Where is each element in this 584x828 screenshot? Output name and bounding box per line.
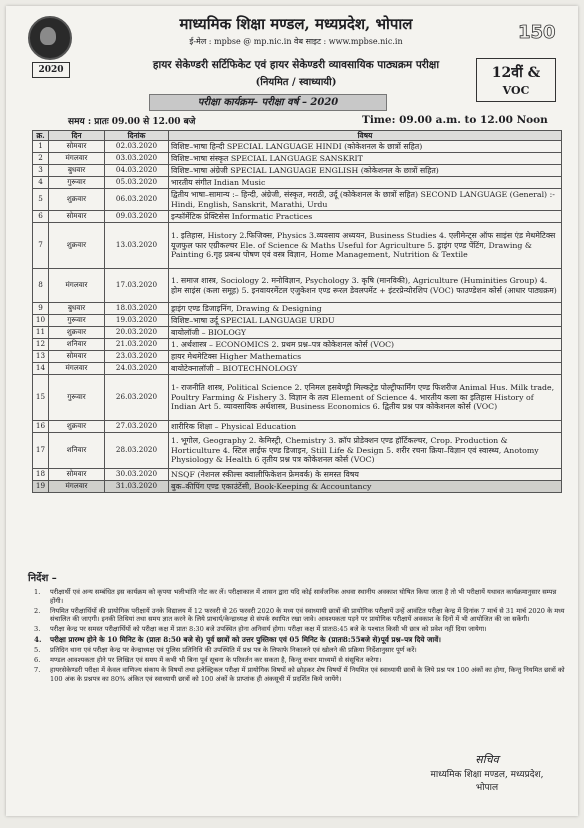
instructions-list (28, 588, 568, 684)
exam-subtitle: हायर सेकेण्डरी सर्टिफिकेट एवं हायर सेकेण्डरी व्यावसायिक पाठ्यक्रम परीक्षा (152, 59, 440, 71)
row-subject: 1. इतिहास, History 2.फिजिक्स, Physics 3.व्यवसाय अध्ययन, Business Studies 4. एलीमेन्ट्स ऑफ साइंस एंड मेथमेटिक्स यूजफुल फार एग्रीकल्चर Ele. of Science & Maths Useful for Agriculture 5. ड्राइंग एण्ड पेंटिंग, Drawing & Painting 6.गृह प्रबन्ध पोषण एवं वस्त्र विज्ञान, Home Management, Nutrition & Textile (169, 223, 562, 269)
table-row (33, 165, 562, 177)
row-date: 03.03.2020 (105, 153, 169, 165)
col-header-subject: विषय (169, 131, 562, 141)
row-date: 23.03.2020 (105, 351, 169, 363)
row-date: 19.03.2020 (105, 315, 169, 327)
row-subject: 1. अर्थशास्त्र – ECONOMICS 2. प्रथम प्रश्न–पत्र कोकेशनल कोर्स (VOC) (169, 339, 562, 351)
table-row (33, 177, 562, 189)
signatory-city: भोपाल (475, 783, 499, 793)
row-day: सोमवार (49, 141, 105, 153)
instruction-item (28, 588, 568, 606)
row-day: शनिवार (49, 339, 105, 351)
board-emblem-icon (28, 16, 72, 60)
row-serial: 16 (33, 421, 49, 433)
contact-line: ई-मेल : mpbse @ mp.nic.in वेब साइट : www.mpbse.nic.in (189, 37, 403, 46)
row-serial: 7 (33, 223, 49, 269)
programme-banner: परीक्षा कार्यक्रम– परीक्षा वर्ष – 2020 (149, 94, 387, 111)
instruction-text: मण्डल आवश्यकता होने पर लिखित एवं समय में कभी भी बिना पूर्व सूचना के परिवर्तन कर सकता है, किन्तु सचार माध्यमों से संसूचित करेगा। (50, 656, 382, 665)
row-date: 26.03.2020 (105, 375, 169, 421)
row-serial: 11 (33, 327, 49, 339)
time-english: Time: 09.00 a.m. to 12.00 Noon (362, 114, 548, 126)
col-header-serial: क्र. (33, 131, 49, 141)
row-date: 13.03.2020 (105, 223, 169, 269)
row-subject: शारीरिक शिक्षा – Physical Education (169, 421, 562, 433)
row-day: मंगलवार (49, 481, 105, 493)
table-row (33, 375, 562, 421)
row-subject: बायोटेक्नालॉजी – BIOTECHNOLOGY (169, 363, 562, 375)
table-row (33, 189, 562, 211)
row-subject: भारतीय संगीत Indian Music (169, 177, 562, 189)
row-day: मंगलवार (49, 153, 105, 165)
row-date: 18.03.2020 (105, 303, 169, 315)
row-subject: 1. समाज शास्त्र, Sociology 2. मनोविज्ञान, Psychology 3. कृषि (मानविकी), Agriculture (Huminities Group) 4. होम साइंस (कला समूह) 5. इनवायरमेंटल एजुकेशन एण्ड रूरल डेवलपमेंट + इंटरप्रेन्योरशिप (VOC) फाउण्डेशन कोर्स (आधार पाठ्यक्रम) (169, 269, 562, 303)
instruction-number: 1. (34, 587, 41, 596)
col-header-day: दिन (49, 131, 105, 141)
table-row (33, 303, 562, 315)
instruction-text: प्रतिदिन थाना एवं परीक्षा केन्द्र पर केन्द्राध्यक्ष एवं पुलिस प्रतिनिधि की उपस्थिति में प्रश्न पत्र के लिफाफे निकालने एवं खोलने की प्रक्रिया निर्देशानुसार पूर्ण करें। (50, 646, 417, 655)
instructions-heading: निर्देश – (28, 573, 57, 584)
row-subject: ड्राइंग एण्ड डिजाइनिंग, Drawing & Designing (169, 303, 562, 315)
instruction-item (28, 625, 568, 634)
row-subject: विशिष्ट–भाषा हिन्दी SPECIAL LANGUAGE HINDI (कोकेशनल के छात्रों सहित) (169, 141, 562, 153)
row-serial: 2 (33, 153, 49, 165)
row-date: 21.03.2020 (105, 339, 169, 351)
row-day: शुक्रवार (49, 189, 105, 211)
row-subject: विशिष्ट–भाषा उर्दू SPECIAL LANGUAGE URDU (169, 315, 562, 327)
row-date: 09.03.2020 (105, 211, 169, 223)
row-serial: 1 (33, 141, 49, 153)
instruction-item (28, 666, 568, 684)
instruction-text: हायरसेकेण्डरी परीक्षा में केवल वाणिज्य संकाय के विषयों तथा इलेक्ट्रिकल परीक्षा में प्रायोगिक विषयों को छोड़कर शेष विषयों में नियमित एवं स्वाध्यायी छात्रों के लिये प्रश्न पत्र 100 अंकों का होगा, किन्तु नियमित छात्रों को 100 अंक के प्रश्नपत्र का 80% अंकित एवं स्वाध्यायी छात्रों को 100 अंकों के प्राप्तांक ही अंकसूची में प्रदर्शित किये जायेंगे। (50, 666, 565, 683)
class-sublabel: VOC (502, 84, 530, 97)
anniversary-logo-text: 150 (518, 22, 556, 43)
table-header-row (33, 131, 562, 141)
instruction-text: परीक्षा प्रारम्भ होने के 10 मिनिट के (प्रातः 8:50 बजे से) पूर्व छात्रों को उत्तर पुस्तिका एवं 05 मिनिट के (प्रातः8:55बजे से)पूर्व प्रश्न–पत्र दिये जावें। (50, 635, 441, 645)
row-serial: 13 (33, 351, 49, 363)
row-date: 24.03.2020 (105, 363, 169, 375)
row-subject: NSQF (नेशनल स्कील्स क्वालीफिकेशन फ्रेमवर्क) के समस्त विषय (169, 469, 562, 481)
instruction-text: परीक्षा केन्द्र पर समस्त परीक्षार्थियों को परीक्षा कक्ष में प्रातः 8:30 बजे उपस्थित होना अनिवार्य होगा। परीक्षा कक्ष में प्रातः8:45 बजे के पश्चात किसी भी छात्र को प्रवेश नहीं दिया जायेगा। (50, 625, 487, 634)
row-date: 02.03.2020 (105, 141, 169, 153)
table-row (33, 223, 562, 269)
signature-block (402, 752, 572, 793)
signatory-office: माध्यमिक शिक्षा मण्डल, मध्यप्रदेश, (430, 770, 544, 780)
row-day: सोमवार (49, 211, 105, 223)
instruction-number: 7. (34, 666, 41, 675)
year-box: 2020 (32, 62, 70, 78)
row-date: 05.03.2020 (105, 177, 169, 189)
row-day: शनिवार (49, 433, 105, 469)
col-header-date: दिनांक (105, 131, 169, 141)
row-day: शुक्रवार (49, 223, 105, 269)
table-row (33, 481, 562, 493)
row-serial: 15 (33, 375, 49, 421)
instruction-number: 3. (34, 625, 41, 634)
row-subject: 1. भूगोल, Geography 2. केमिस्ट्री, Chemistry 3. क्रॉप प्रोडेक्शन एण्ड हॉर्टिकल्चर, Crop. Production & Horticulture 4. स्टिल लाईफ एण्ड डिजाइन, Still Life & Design 5. शरीर रचना क्रिया–विज्ञान एवं स्वास्थ्य, Anotomy Physiology & Health 6 तृतीय प्रश्न पत्र कोकेशनल कोर्स (VOC) (169, 433, 562, 469)
board-title: माध्यमिक शिक्षा मण्डल, मध्यप्रदेश, भोपाल (179, 15, 413, 33)
instruction-item (28, 646, 568, 655)
table-row (33, 211, 562, 223)
row-serial: 9 (33, 303, 49, 315)
row-day: मंगलवार (49, 363, 105, 375)
table-row (33, 141, 562, 153)
row-serial: 3 (33, 165, 49, 177)
table-row (33, 327, 562, 339)
row-serial: 8 (33, 269, 49, 303)
anniversary-logo-icon (516, 18, 564, 44)
instruction-number: 2. (34, 606, 41, 615)
row-subject: बायोलॉजी – BIOLOGY (169, 327, 562, 339)
row-date: 04.03.2020 (105, 165, 169, 177)
row-subject: 1- राजनीति शास्त्र, Political Science 2. एनिमल हसबेण्ड्री मिल्कट्रेड पोल्ट्रीफार्मिंग एण्ड फिशरीज Animal Hus. Milk trade, Poultry Farming & Fishery 3. विज्ञान के तत्व Element of Science 4. भारतीय कला का इतिहास History of Indian Art 5. व्यावसायिक अर्थशास्त्र, Business Economics 6. द्वितीय प्रश्न पत्र कोकेशनल कोर्स (VOC) (169, 375, 562, 421)
table-row (33, 433, 562, 469)
row-date: 06.03.2020 (105, 189, 169, 211)
row-day: बुधवार (49, 165, 105, 177)
row-day: गुरूवार (49, 177, 105, 189)
row-date: 20.03.2020 (105, 327, 169, 339)
row-day: गुरूवार (49, 315, 105, 327)
row-subject: विशिष्ट–भाषा संस्कृत SPECIAL LANGUAGE SANSKRIT (169, 153, 562, 165)
table-row (33, 469, 562, 481)
table-row (33, 351, 562, 363)
row-date: 27.03.2020 (105, 421, 169, 433)
instruction-item (28, 656, 568, 665)
row-serial: 6 (33, 211, 49, 223)
exam-schedule-table (32, 130, 562, 493)
class-box (476, 58, 556, 102)
row-serial: 4 (33, 177, 49, 189)
row-subject: विशिष्ट–भाषा अंग्रेजी SPECIAL LANGUAGE ENGLISH (कोकेशनल के छात्रों सहित) (169, 165, 562, 177)
table-row (33, 269, 562, 303)
row-date: 30.03.2020 (105, 469, 169, 481)
instruction-item (28, 607, 568, 625)
row-serial: 18 (33, 469, 49, 481)
row-serial: 17 (33, 433, 49, 469)
table-row (33, 315, 562, 327)
row-day: सोमवार (49, 469, 105, 481)
instruction-number: 6. (34, 656, 41, 665)
time-hindi: समय : प्रातः 09.00 से 12.00 बजे (68, 117, 196, 127)
instruction-text: नियमित परीक्षार्थियों की प्रायोगिक परीक्षायें उनके विद्यालय में 12 फरवरी से 26 फरवरी 2020 के मध्य एवं स्वाध्यायी छात्रों की प्रायोगिक परीक्षायें उन्हें आवंटित परीक्षा केन्द्र में दिनांक 7 मार्च से 31 मार्च 2020 के मध्य संचालित की जाएगी। इनकी तिथियां तथा समय ज्ञात करने के लिये प्राचार्य/केन्द्राध्यक्ष से संपर्क स्थापित रखा जावे। आवश्यकता पड़ने पर प्रायोगिक परीक्षायें अवकाश के दिनों में भी आयोजित की जा सकेंगी। (50, 606, 565, 624)
row-serial: 5 (33, 189, 49, 211)
instruction-text: परीक्षार्थी एवं अन्य सम्बंधित इस कार्यक्रम को कृपया भलीभांति नोट कर लें। परीक्षाकाल में शासन द्वारा यदि कोई सार्वजनिक अथवा स्थानीय अवकाश घोषित किया जाता है तो भी परीक्षायें यथावत कार्यक्रमानुसार सम्पन्न होंगी। (50, 587, 557, 605)
row-day: शुक्रवार (49, 421, 105, 433)
instruction-number: 5. (34, 646, 41, 655)
exam-subtitle-mode: (नियमित / स्वाध्यायी) (255, 77, 337, 88)
table-row (33, 153, 562, 165)
header (6, 6, 578, 128)
row-day: शुक्रवार (49, 327, 105, 339)
row-subject: हायर मेथमेटिक्स Higher Mathematics (169, 351, 562, 363)
signature: सचिव (475, 753, 499, 766)
row-day: मंगलवार (49, 269, 105, 303)
instruction-number: 4. (34, 635, 42, 645)
table-row (33, 339, 562, 351)
instructions (28, 572, 568, 685)
row-subject: बुक–कीपिंग एण्ड एकाउंटेंसी, Book-Keeping & Accountancy (169, 481, 562, 493)
row-subject: द्वितीय भाषा–सामान्य :– हिन्दी, अंग्रेजी, संस्कृत, मराठी, उर्दू (कोकेशनल के छात्रों सहित) SECOND LANGUAGE (General) :- Hindi, English, Sanskrit, Marathi, Urdu (169, 189, 562, 211)
table-row (33, 363, 562, 375)
row-subject: इन्फॉर्मेटिक प्रेक्टिसेस Informatic Practices (169, 211, 562, 223)
row-serial: 19 (33, 481, 49, 493)
document-page (6, 6, 578, 816)
row-date: 31.03.2020 (105, 481, 169, 493)
row-serial: 12 (33, 339, 49, 351)
row-day: बुधवार (49, 303, 105, 315)
row-day: गुरूवार (49, 375, 105, 421)
table-row (33, 421, 562, 433)
instruction-item (28, 635, 568, 645)
row-serial: 10 (33, 315, 49, 327)
class-label: 12वीं & (491, 65, 541, 81)
row-date: 28.03.2020 (105, 433, 169, 469)
row-date: 17.03.2020 (105, 269, 169, 303)
row-serial: 14 (33, 363, 49, 375)
row-day: सोमवार (49, 351, 105, 363)
